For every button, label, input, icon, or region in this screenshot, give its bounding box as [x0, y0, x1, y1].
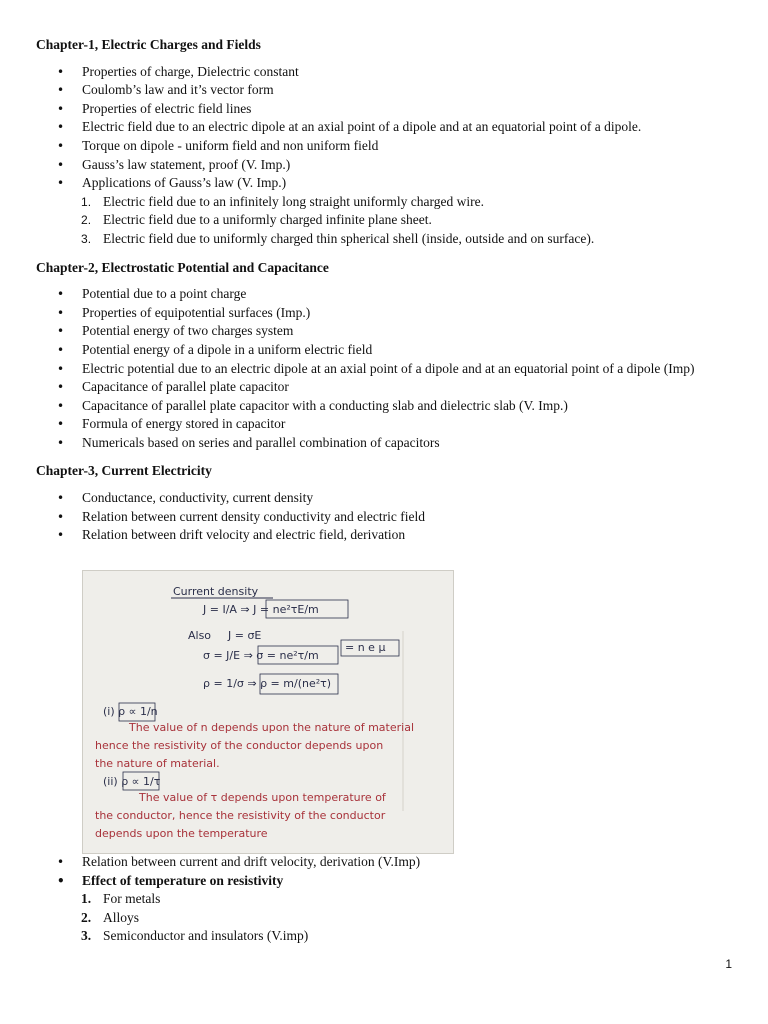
- list-item: • Electric potential due to an electric dipole at an axial point of a dipole and at an equatorial point of a dipole (Imp): [36, 360, 736, 379]
- sub-list-item: Electric field due to a uniformly charged infinite plane sheet.: [103, 212, 432, 228]
- sub-list-item: Electric field due to an infinitely long straight uniformly charged wire.: [103, 193, 485, 209]
- list-item: • Potential due to a point charge: [36, 285, 736, 304]
- list-item: • Electric field due to an electric dipole at an axial point of a dipole and at an equatorial point of a dipole.: [36, 118, 736, 137]
- list-item: • Relation between drift velocity and electric field, derivation: [36, 526, 736, 545]
- chapter3-list: [36, 489, 736, 545]
- note-eq3b: = n e μ: [345, 641, 386, 654]
- note-eq3: σ = J/E ⇒ σ = ne²τ/m: [203, 649, 319, 662]
- note-eq2: J = σE: [228, 629, 262, 642]
- note-heading: Current density: [173, 585, 259, 598]
- list-item: • Properties of equipotential surfaces (Imp.): [36, 304, 736, 323]
- sub-list-item: Alloys: [103, 909, 140, 925]
- document-page: [36, 36, 736, 545]
- list-item: • Formula of energy stored in capacitor: [36, 415, 736, 434]
- list-item: • Relation between current and drift velocity, derivation (V.Imp): [36, 853, 736, 872]
- list-item: • Potential energy of two charges system: [36, 322, 736, 341]
- list-item: • Potential energy of a dipole in a uniform electric field: [36, 341, 736, 360]
- list-item: • Gauss’s law statement, proof (V. Imp.): [36, 156, 736, 175]
- list-item: • Applications of Gauss’s law (V. Imp.): [36, 174, 736, 193]
- note-eq4: ρ = 1/σ ⇒ ρ = m/(ne²τ): [203, 677, 332, 690]
- note-point1: (i) ρ ∝ 1/n: [103, 705, 158, 718]
- note-also: Also: [188, 629, 212, 642]
- list-item: • Properties of charge, Dielectric constant: [36, 63, 736, 82]
- list-item: • Relation between current density conductivity and electric field: [36, 508, 736, 527]
- chapter2-title: Chapter-2, Electrostatic Potential and Capacitance: [36, 259, 329, 275]
- note-line6: depends upon the temperature: [95, 827, 268, 840]
- list-item: • Torque on dipole - uniform field and non uniform field: [36, 137, 736, 156]
- list-item: • Capacitance of parallel plate capacitor: [36, 378, 736, 397]
- note-line2: hence the resistivity of the conductor depends upon: [95, 739, 384, 752]
- sub-list-item: Semiconductor and insulators (V.imp): [103, 928, 309, 944]
- note-line4: The value of τ depends upon temperature of: [139, 791, 386, 804]
- chapter1-sublist: [36, 193, 736, 249]
- handwritten-notes-image: [82, 570, 454, 854]
- note-line5: the conductor, hence the resistivity of the conductor: [95, 809, 386, 822]
- list-item: • Effect of temperature on resistivity: [36, 872, 736, 891]
- chapter3-list-after: [36, 853, 736, 890]
- list-item: • Coulomb’s law and it’s vector form: [36, 81, 736, 100]
- list-item: • Conductance, conductivity, current density: [36, 489, 736, 508]
- chapter2-list: [36, 285, 736, 452]
- sub-list-item: Electric field due to uniformly charged thin spherical shell (inside, outside and on surface).: [103, 230, 595, 246]
- list-item: • Properties of electric field lines: [36, 100, 736, 119]
- note-line3: the nature of material.: [95, 757, 220, 770]
- list-item: • Capacitance of parallel plate capacitor with a conducting slab and dielectric slab (V. Imp.): [36, 397, 736, 416]
- chapter1-title: Chapter-1, Electric Charges and Fields: [36, 37, 261, 52]
- chapter3-continued: [36, 853, 736, 946]
- chapter3-title: Chapter-3, Current Electricity: [36, 463, 212, 479]
- note-line1: The value of n depends upon the nature of material: [129, 721, 415, 734]
- note-eq1: J = I/A ⇒ J = ne²τE/m: [203, 603, 319, 616]
- sub-list-item: For metals: [103, 891, 161, 907]
- page-number: 1: [725, 957, 732, 972]
- list-item: • Numericals based on series and parallel combination of capacitors: [36, 434, 736, 453]
- chapter3-sublist: [36, 890, 736, 946]
- note-point2: (ii) ρ ∝ 1/τ: [103, 775, 161, 788]
- chapter1-list: [36, 63, 736, 193]
